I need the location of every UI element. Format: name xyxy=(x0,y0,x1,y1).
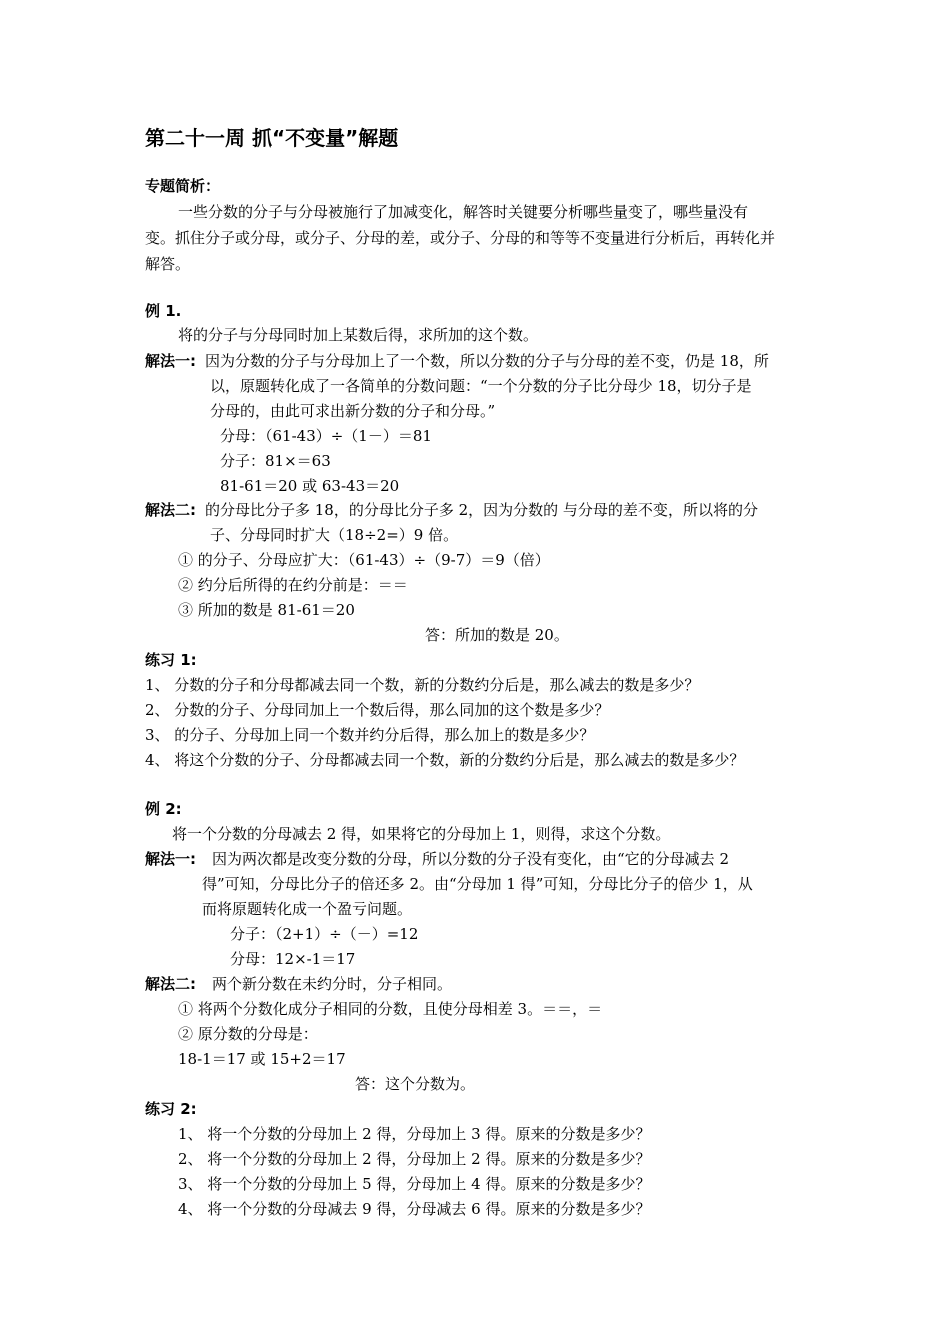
example-2-calc: 分母：12×-1＝17 xyxy=(230,950,356,968)
example-2-calc: 18-1＝17 或 15+2＝17 xyxy=(178,1050,346,1068)
example-1-method-2-label: 解法二: xyxy=(145,501,196,519)
example-2-method-2-label: 解法二: xyxy=(145,975,196,993)
example-1-method-1-label: 解法一: xyxy=(145,352,196,370)
example-2-step: ② 原分数的分母是： xyxy=(178,1025,318,1043)
practice-2-item: 2、 将一个分数的分母加上 2 得，分母加上 2 得。原来的分数是多少？ xyxy=(178,1150,651,1168)
intro-line: 一些分数的分子与分母被施行了加减变化，解答时关键要分析哪些量变了，哪些量没有 xyxy=(178,203,749,221)
example-2-method-1-label: 解法一: xyxy=(145,850,196,868)
example-2-method-2-line: 两个新分数在未约分时，分子相同。 xyxy=(212,975,453,993)
practice-2-item: 4、 将一个分数的分母减去 9 得，分母减去 6 得。原来的分数是多少？ xyxy=(178,1200,651,1218)
practice-1-item: 4、 将这个分数的分子、分母都减去同一个数，新的分数约分后是，那么减去的数是多少？ xyxy=(145,751,745,769)
intro-line: 变。抓住分子或分母，或分子、分母的差，或分子、分母的和等等不变量进行分析后，再转化并 xyxy=(145,229,776,247)
example-1-answer: 答：所加的数是 20。 xyxy=(425,626,569,644)
example-2-step: ① 将两个分数化成分子相同的分数，且使分母相差 3。＝＝，＝ xyxy=(178,1000,603,1018)
intro-heading: 专题简析： xyxy=(145,177,221,195)
example-1-method-2-line: 的分母比分子多 18，的分母比分子多 2，因为分数的 与分母的差不变，所以将的分 xyxy=(205,501,758,519)
example-1-method-2-line: 子、分母同时扩大（18÷2=）9 倍。 xyxy=(210,526,459,544)
example-1-method-1-line: 分母的，由此可求出新分数的分子和分母。” xyxy=(210,402,496,420)
practice-1-item: 3、 的分子、分母加上同一个数并约分后得，那么加上的数是多少？ xyxy=(145,726,595,744)
example-1-step: ③ 所加的数是 81-61＝20 xyxy=(178,601,355,619)
example-1-calc: 81-61＝20 或 63-43＝20 xyxy=(220,477,400,495)
example-2-heading: 例 2: xyxy=(145,800,182,818)
practice-2-item: 1、 将一个分数的分母加上 2 得，分母加上 3 得。原来的分数是多少？ xyxy=(178,1125,651,1143)
example-1-method-1-line: 以，原题转化成了一各简单的分数问题：“一个分数的分子比分母少 18，切分子是 xyxy=(210,377,752,395)
example-2-calc: 分子：（2+1）÷（－）=12 xyxy=(230,925,419,943)
example-1-step: ① 的分子、分母应扩大：（61-43）÷（9-7）＝9（倍） xyxy=(178,551,550,569)
practice-1-item: 1、 分数的分子和分母都减去同一个数，新的分数约分后是，那么减去的数是多少？ xyxy=(145,676,700,694)
example-1-heading: 例 1. xyxy=(145,302,182,320)
example-2-answer: 答：这个分数为。 xyxy=(355,1075,476,1093)
example-2-method-1-line: 得”可知，分母比分子的倍还多 2。由“分母加 1 得”可知，分母比分子的倍少 1，从 xyxy=(202,875,753,893)
example-1-method-1-line: 因为分数的分子与分母加上了一个数，所以分数的分子与分母的差不变，仍是 18，所 xyxy=(205,352,769,370)
practice-2-item: 3、 将一个分数的分母加上 5 得，分母加上 4 得。原来的分数是多少？ xyxy=(178,1175,651,1193)
example-1-step: ② 约分后所得的在约分前是：＝＝ xyxy=(178,576,408,594)
practice-1-heading: 练习 1: xyxy=(145,651,197,669)
example-2-problem: 将一个分数的分母减去 2 得，如果将它的分母加上 1，则得，求这个分数。 xyxy=(172,825,671,843)
example-1-calc: 分子：81×＝63 xyxy=(220,452,331,470)
practice-2-heading: 练习 2: xyxy=(145,1100,197,1118)
intro-line: 解答。 xyxy=(145,255,191,273)
example-1-calc: 分母：（61-43）÷（1－）＝81 xyxy=(220,427,432,445)
example-2-method-1-line: 因为两次都是改变分数的分母，所以分数的分子没有变化，由“它的分母减去 2 xyxy=(212,850,729,868)
example-2-method-1-line: 而将原题转化成一个盈亏问题。 xyxy=(202,900,413,918)
practice-1-item: 2、 分数的分子、分母同加上一个数后得，那么同加的这个数是多少？ xyxy=(145,701,610,719)
page-title: 第二十一周 抓“不变量”解题 xyxy=(145,126,399,150)
example-1-problem: 将的分子与分母同时加上某数后得，求所加的这个数。 xyxy=(178,326,539,344)
